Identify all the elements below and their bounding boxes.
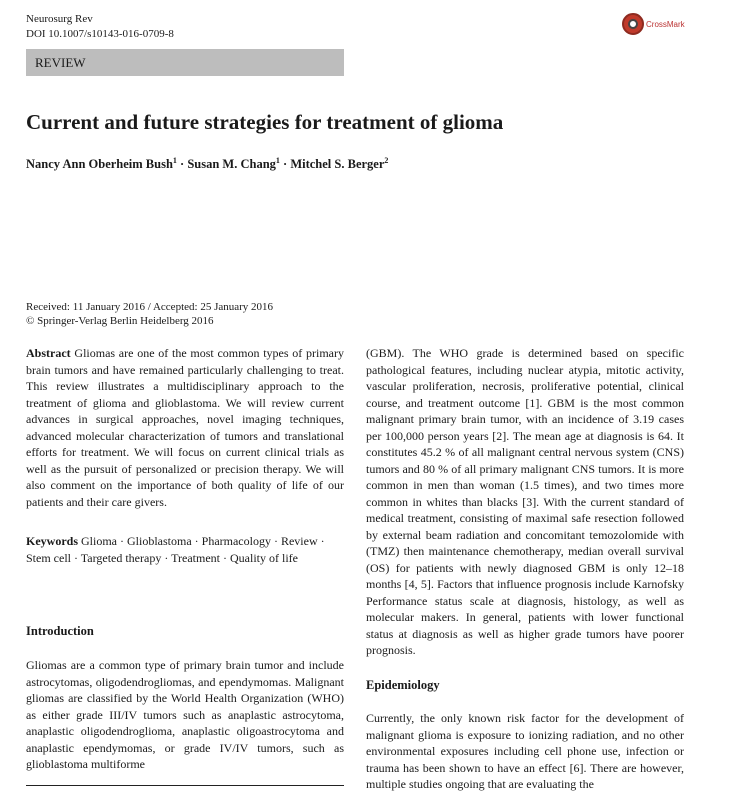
crossmark-label: CrossMark xyxy=(646,19,685,29)
epidemiology-heading: Epidemiology xyxy=(366,678,440,692)
epidemiology-text xyxy=(366,710,684,793)
author-name[interactable]: Nancy Ann Oberheim Bush xyxy=(26,157,173,171)
affiliation-marker: 2 xyxy=(384,156,389,165)
doi[interactable]: DOI 10.1007/s10143-016-0709-8 xyxy=(26,28,174,40)
right-column-text xyxy=(366,345,684,659)
abstract-text: Gliomas are one of the most common types of primary brain tumors and have remained particularly challenging to treat. This review illustrates a multidisciplinary approach to the treatment of glioma and glioblastoma. We will review current advances in surgical approaches, novel imaging techniques, advanced molecular characterization of tumors and translational efforts for treatment. We will focus on current clinical trials as well as the pursuit of personalized or precision therapy. We will also comment on the importance of both quality of life of our patients and their care givers. xyxy=(26,346,344,509)
introduction-heading: Introduction xyxy=(26,624,94,638)
epidemiology-paragraph: Currently, the only known risk factor for the development of malignant glioma is exposure to ionizing radiation, and no other environmental exposures including cell phone use, infection or trauma has been shown to have an effect [6]. There are however, multiple studies ongoing that are evaluating the xyxy=(366,711,684,791)
footnote-rule xyxy=(26,785,344,786)
section-label: REVIEW xyxy=(35,55,86,70)
author-list: Nancy Ann Oberheim Bush$^1$ · Susan M. Chang$^1$ · Mitchel S. Berger$^2$ xyxy=(26,156,389,171)
affiliation-marker: 1 xyxy=(172,156,177,165)
journal-header xyxy=(26,12,174,42)
keywords-block xyxy=(26,533,344,566)
journal-name: Neurosurg Rev xyxy=(26,13,93,25)
section-label-bar xyxy=(26,49,344,76)
author-name[interactable]: Mitchel S. Berger xyxy=(290,157,385,171)
abstract-block xyxy=(26,345,344,510)
keywords-label: Keywords xyxy=(26,534,78,548)
abstract-label: Abstract xyxy=(26,346,71,360)
article-title: Current and future strategies for treatment of glioma xyxy=(26,110,504,134)
introduction-paragraph: Gliomas are a common type of primary brain tumor and include astrocytomas, oligodendrogliomas, and ependymomas. Malignant gliomas are classified by the World Health Organization (WHO) as either grade III/IV tumors such as anaplastic astrocytoma, anaplastic oligodendroglioma, anaplastic oligoastrocytoma and anaplastic ependymomas, or grade IV/IV tumors, such as glioblastoma multiforme xyxy=(26,658,344,771)
publication-dates xyxy=(26,300,273,328)
author-name[interactable]: Susan M. Chang xyxy=(187,157,276,171)
received-accepted: Received: 11 January 2016 / Accepted: 25 January 2016 xyxy=(26,301,274,313)
affiliation-marker: 1 xyxy=(275,156,280,165)
introduction-text xyxy=(26,657,344,773)
copyright-line: © Springer-Verlag Berlin Heidelberg 2016 xyxy=(26,315,214,327)
gbm-paragraph: (GBM). The WHO grade is determined based on specific pathological features, including nuclear atypia, mitotic activity, vascular proliferation, necrosis, proliferative potential, clinical course, and treatment outcome [1]. GBM is the most common malignant primary brain tumor, with an incidence of 3.19 cases per 100,000 person years [2]. The mean age at diagnosis is 64. It constitutes 45.2 % of all malignant central nervous system (CNS) tumors and 80 % of all primary malignant CNS tumors. It is more common in men than woman (1.5 times), and two times more common in whites than blacks [3]. With the current standard of medical treatment, consisting of maximal safe resection followed by external beam radiation and concomitant temozolomide with (TMZ) then maintenance chemotherapy, median overall survival (OS) for patients with newly diagnosed GBM is only 12–18 months [4, 5]. Factors that influence prognosis include Karnofsky Performance status scale at diagnosis, histology, as well as molecular makers. In general, patients with lower functional status at diagnosis as well as higher grade tumors have poorer prognosis. xyxy=(366,346,684,657)
crossmark-icon xyxy=(622,13,644,35)
crossmark-badge[interactable] xyxy=(622,13,685,35)
keywords-text: Glioma · Glioblastoma · Pharmacology · Review · Stem cell · Targeted therapy · Treatment · Quality of life xyxy=(26,534,325,565)
